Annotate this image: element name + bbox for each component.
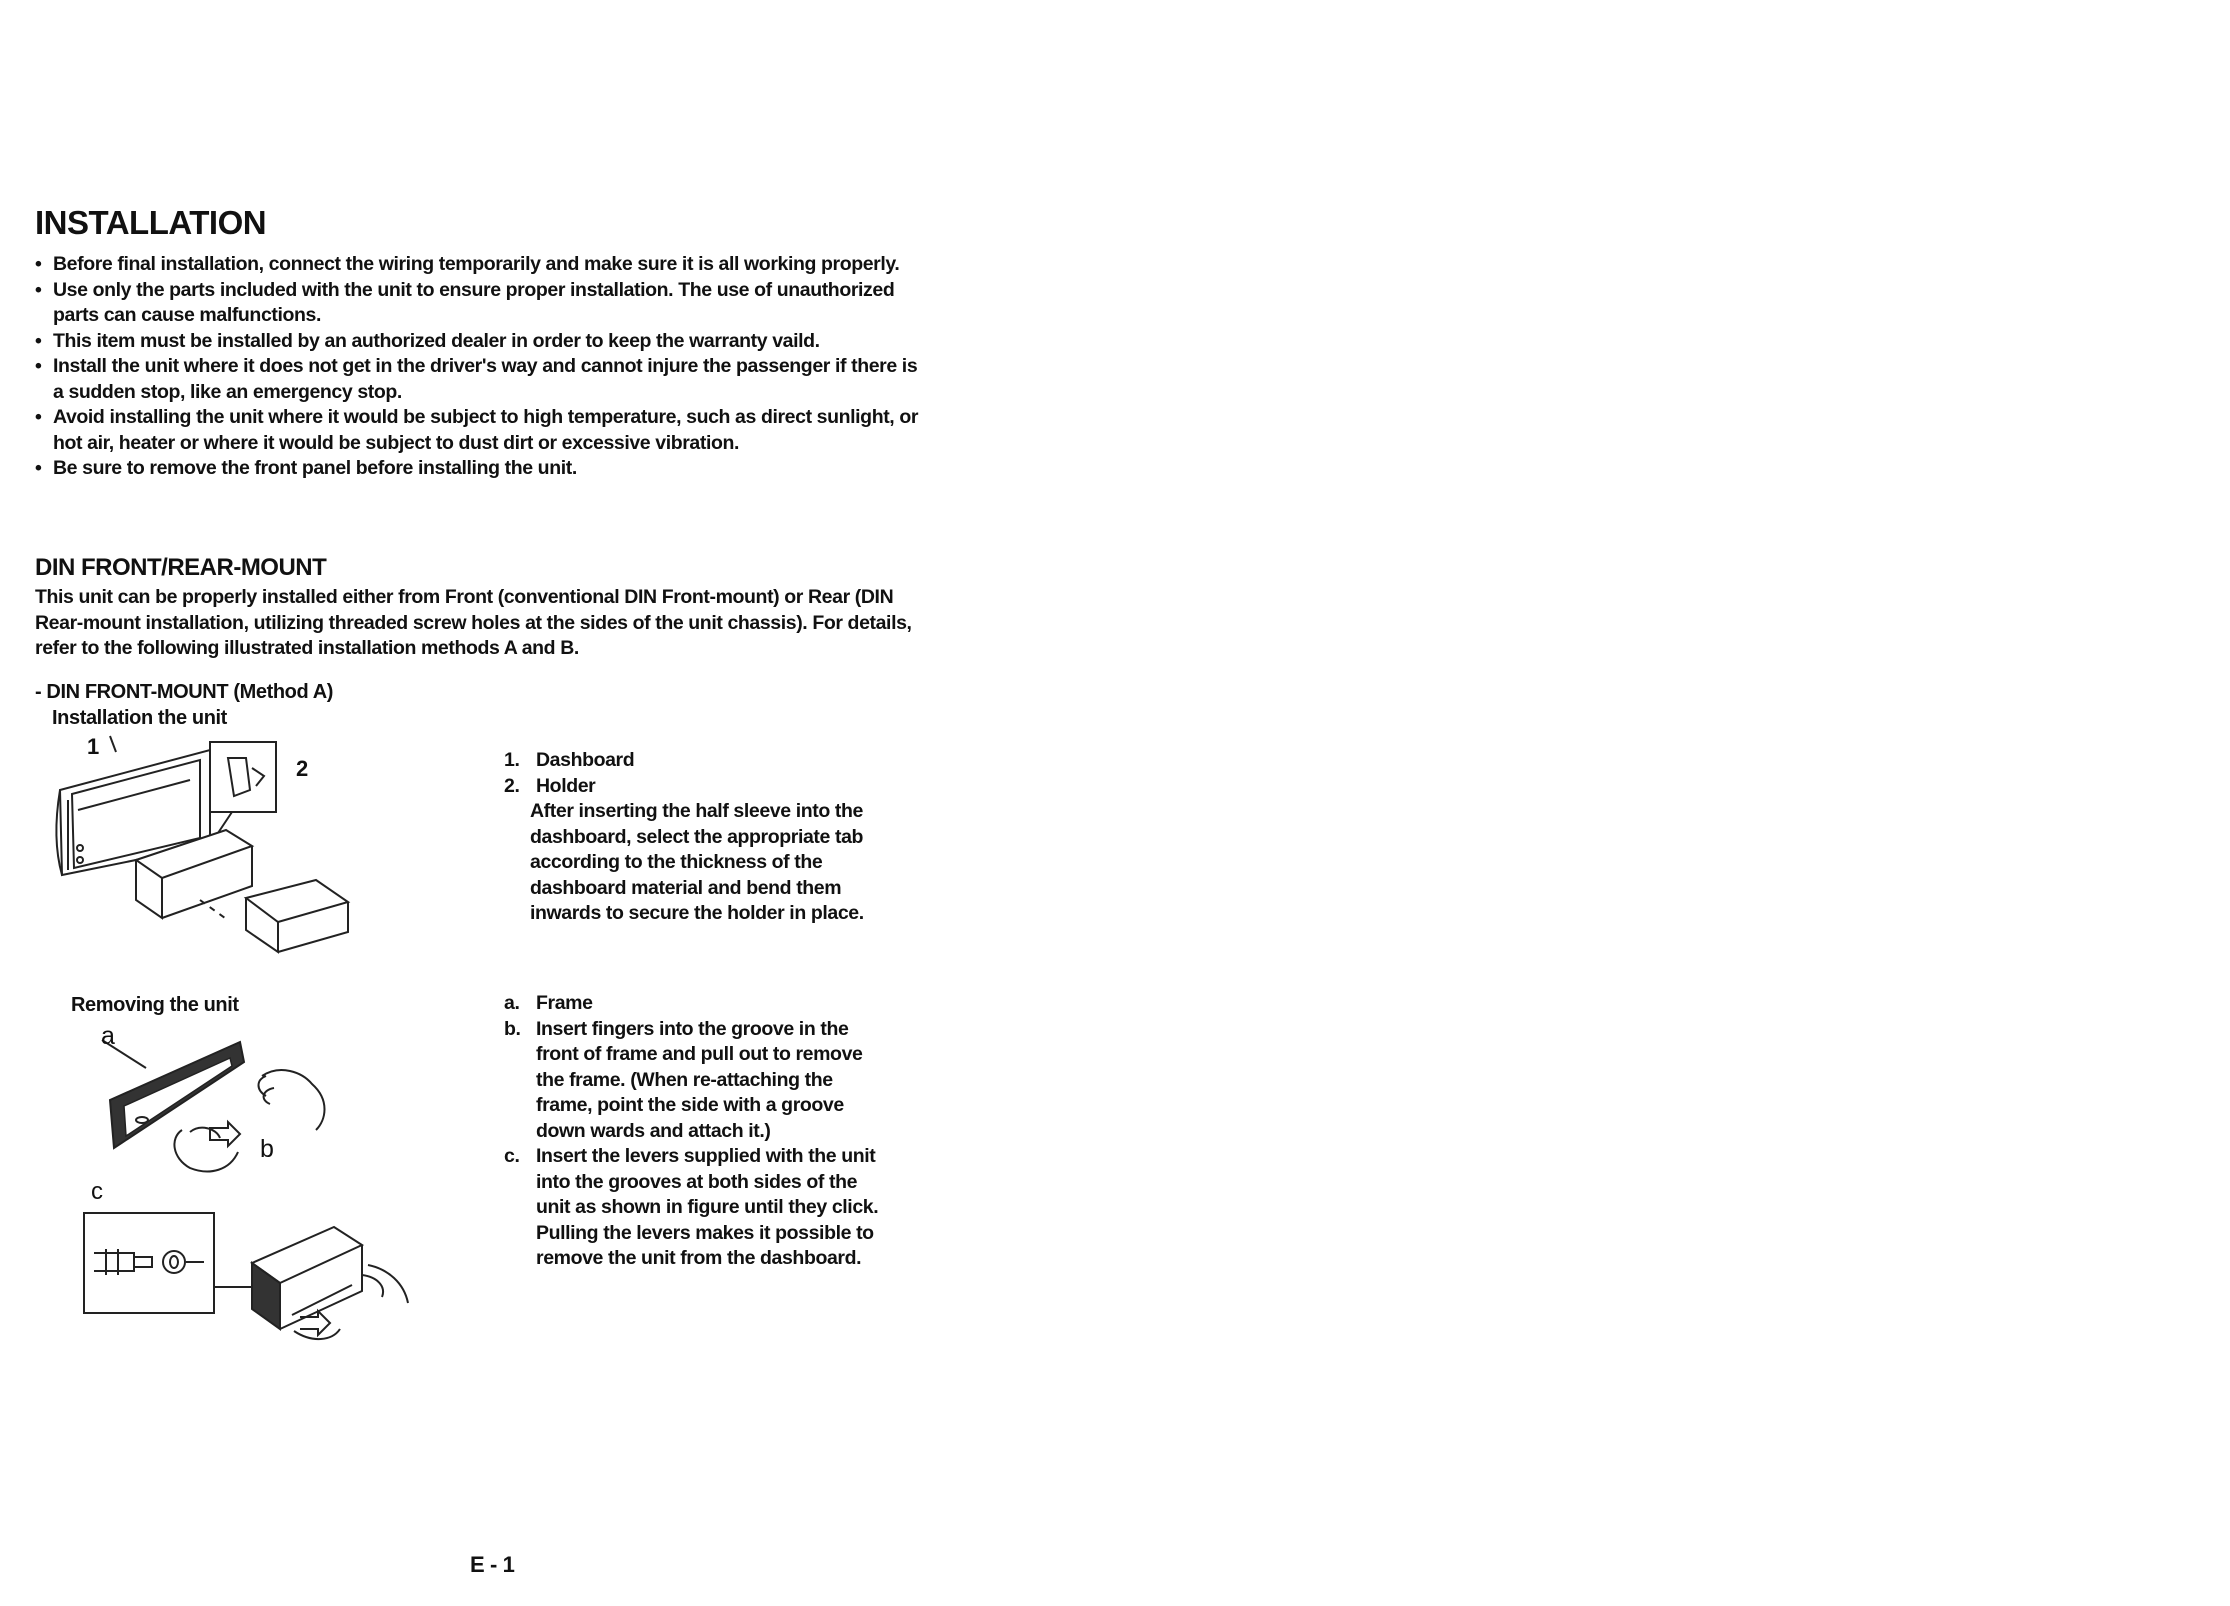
installation-diagram [50, 730, 370, 970]
list-item [504, 1017, 891, 1145]
figure-callout-1: 1 [87, 734, 100, 759]
list-item: • Be sure to remove the front panel before installing the unit. [35, 456, 925, 482]
list-item: • Before final installation, connect the wiring temporarily and make sure it is all working properly. [35, 252, 925, 278]
list-text: Dashboard [536, 749, 635, 771]
list-item [504, 1144, 891, 1272]
remove-heading: Removing the unit [71, 994, 239, 1016]
list-item [504, 991, 924, 1017]
lever-diagram [82, 1205, 422, 1345]
lever-figure [82, 1205, 422, 1345]
din-title: DIN FRONT/REAR-MOUNT [35, 554, 327, 581]
list-marker: 2. [504, 774, 520, 797]
figure-callout-a: a [101, 1022, 115, 1050]
remove-list [504, 991, 924, 1272]
list-marker: a. [504, 992, 520, 1014]
list-item [504, 774, 924, 800]
list-marker: c. [504, 1145, 520, 1167]
list-text: Frame [536, 992, 593, 1014]
installation-title: INSTALLATION [35, 204, 267, 241]
figure-callout-2: 2 [296, 756, 309, 781]
list-item: • Use only the parts included with the unit to ensure proper installation. The use of unauthorized parts can cause malfunctions. [35, 278, 925, 329]
list-marker: 1. [504, 749, 520, 771]
frame-removal-diagram [80, 1020, 350, 1190]
method-heading: - DIN FRONT-MOUNT (Method A) [35, 681, 333, 703]
list-item: • Install the unit where it does not get in the driver's way and cannot injure the passenger if there is a sudden stop, like an emergency stop. [35, 354, 925, 405]
list-item [504, 748, 924, 774]
install-heading: Installation the unit [52, 707, 227, 729]
installation-bullets [35, 252, 925, 482]
installation-list [504, 748, 924, 927]
list-text: Holder [536, 774, 596, 797]
install-note: After inserting the half sleeve into the dashboard, select the appropriate tab according to the thickness of the dashboard material and bend them inwards to secure the holder in place. [530, 800, 864, 924]
list-text: Insert fingers into the groove in the front of frame and pull out to remove the frame. (When re-attaching the frame, point the side with a groove down wards and attach it.) [536, 1017, 863, 1142]
installation-figure [50, 730, 370, 970]
list-text: Insert the levers supplied with the unit into the grooves at both sides of the unit as shown in figure until they click. Pulling the levers makes it possible to remove the unit from the dashboard. [536, 1145, 879, 1269]
din-intro: This unit can be properly installed either from Front (conventional DIN Front-mount) or Rear (DIN Rear-mount installation, utilizing threaded screw holes at the sides of the unit chassis). For details, refer to the following illustrated installation methods A and B. [35, 586, 912, 659]
figure-callout-c: c [91, 1178, 103, 1205]
figure-callout-b: b [260, 1135, 274, 1163]
page-number: E - 1 [470, 1552, 515, 1577]
frame-removal-figure [80, 1020, 350, 1190]
list-marker: b. [504, 1017, 521, 1040]
list-item: • Avoid installing the unit where it would be subject to high temperature, such as direct sunlight, or hot air, heater or where it would be subject to dust dirt or excessive vibration. [35, 405, 925, 456]
list-item: • This item must be installed by an authorized dealer in order to keep the warranty vaild. [35, 329, 925, 355]
